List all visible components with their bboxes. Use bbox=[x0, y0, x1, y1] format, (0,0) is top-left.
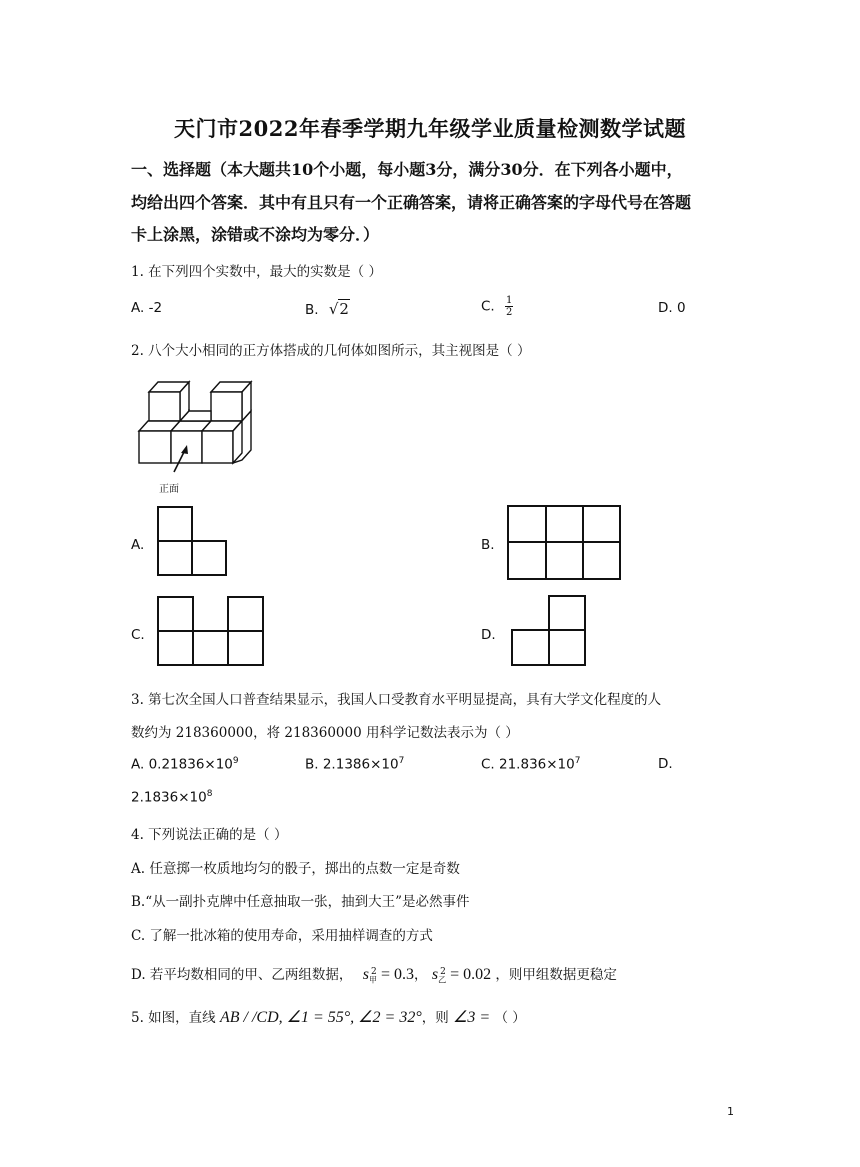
section-heading-line2: 均给出四个答案．其中有且只有一个正确答案，请将正确答案的字母代号在答题 bbox=[131, 193, 692, 212]
q1-option-d: D. 0 bbox=[658, 300, 686, 316]
variance-value-1: = 0.3 bbox=[381, 966, 415, 983]
q3-option-d-exp: 8 bbox=[206, 789, 213, 799]
variance-subscript-1: 甲 bbox=[368, 975, 377, 985]
q1-option-c bbox=[481, 295, 513, 318]
sqrt-symbol: √2 bbox=[328, 300, 349, 318]
q1-option-b bbox=[305, 300, 350, 318]
q3-option-c-exp: 7 bbox=[574, 756, 581, 766]
variance-exp-2: 2 bbox=[440, 966, 446, 977]
q3-option-a-base: A. 0.21836×10 bbox=[131, 756, 233, 773]
q5-suffix: （ ） bbox=[494, 1010, 526, 1026]
q3-option-c-base: C. 21.836×10 bbox=[481, 756, 575, 773]
question-4-stem: 4. 下列说法正确的是（ ） bbox=[131, 827, 288, 843]
q1-option-b-label: B. bbox=[305, 302, 319, 318]
fraction-denominator: 2 bbox=[506, 307, 513, 318]
q3-option-a-exp: 9 bbox=[232, 756, 239, 766]
variance-symbol-1: s bbox=[362, 966, 369, 983]
q4-option-c: C. 了解一批冰箱的使用寿命，采用抽样调查的方式 bbox=[131, 928, 433, 944]
q1-option-a: A. -2 bbox=[131, 300, 163, 316]
q3-option-b-base: B. 2.1386×10 bbox=[305, 756, 399, 773]
page-number: 1 bbox=[727, 1105, 734, 1118]
q4-option-d-suffix: ，则甲组数据更稳定 bbox=[495, 967, 617, 983]
variance-value-2: = 0.02 bbox=[450, 966, 492, 983]
q2-option-a-figure bbox=[157, 506, 227, 576]
q2-option-a: A. bbox=[131, 537, 145, 553]
q1-option-c-label: C. bbox=[481, 298, 495, 315]
q3-option-a bbox=[131, 756, 239, 773]
q2-option-b: B. bbox=[481, 537, 495, 553]
variance-exp-1: 2 bbox=[370, 966, 377, 977]
q2-option-c-figure bbox=[157, 596, 265, 666]
question-5-stem bbox=[131, 1006, 526, 1027]
page-title: 天门市2022年春季学期九年级学业质量检测数学试题 bbox=[174, 116, 686, 141]
q1-option-b-value: 2 bbox=[339, 300, 349, 318]
q2-option-b-figure bbox=[507, 505, 622, 580]
q2-option-d: D. bbox=[481, 627, 496, 643]
variance-symbol-2: s bbox=[431, 966, 439, 983]
question-1-stem: 1. 在下列四个实数中，最大的实数是（ ） bbox=[131, 264, 382, 280]
q4-option-d-prefix: D. 若平均数相同的甲、乙两组数据， bbox=[131, 967, 353, 983]
section-heading-line1: 一、选择题（本大题共10个小题，每小题3分，满分30分．在下列各小题中， bbox=[131, 160, 683, 179]
q2-option-d-figure bbox=[511, 595, 586, 667]
q4-option-a: A. 任意掷一枚质地均匀的骰子，掷出的点数一定是奇数 bbox=[131, 861, 460, 877]
q3-option-b bbox=[305, 756, 404, 773]
section-heading-line3: 卡上涂黑，涂错或不涂均为零分．） bbox=[131, 225, 380, 244]
variance-subscript-2: 乙 bbox=[438, 975, 447, 985]
q3-option-d-label: D. bbox=[658, 756, 673, 772]
q5-math: AB / /CD, ∠1 = 55°, ∠2 = 32° bbox=[219, 1009, 422, 1026]
front-view-label: 正面 bbox=[159, 484, 179, 495]
q5-ask: ∠3 = bbox=[453, 1009, 491, 1026]
q3-option-d-base: 2.1836×10 bbox=[131, 789, 207, 806]
q2-option-c: C. bbox=[131, 627, 145, 643]
q3-option-c bbox=[481, 756, 580, 773]
cube-figure bbox=[130, 370, 280, 495]
question-3-line1: 3. 第七次全国人口普查结果显示，我国人口受教育水平明显提高，具有大学文化程度的人 bbox=[131, 692, 662, 708]
q5-mid: ，则 bbox=[421, 1010, 449, 1026]
question-2-stem: 2. 八个大小相同的正方体搭成的几何体如图所示，其主视图是（ ） bbox=[131, 343, 531, 359]
q3-option-d bbox=[131, 789, 212, 806]
fraction bbox=[505, 295, 513, 318]
q3-option-b-exp: 7 bbox=[398, 756, 405, 766]
q4-option-d: D. 若平均数相同的甲、乙两组数据， $s_甲^2 = 0.3$， $s_乙^2 = 0.02$ ，则甲组数据更稳定 bbox=[131, 966, 617, 985]
question-3-line2: 数约为 218360000，将 218360000 用科学记数法表示为（ ） bbox=[131, 725, 519, 741]
q4-option-b: B.“从一副扑克牌中任意抽取一张，抽到大王”是必然事件 bbox=[131, 894, 470, 910]
fraction-numerator: 1 bbox=[506, 295, 513, 306]
q5-prefix: 5. 如图，直线 bbox=[131, 1010, 216, 1026]
